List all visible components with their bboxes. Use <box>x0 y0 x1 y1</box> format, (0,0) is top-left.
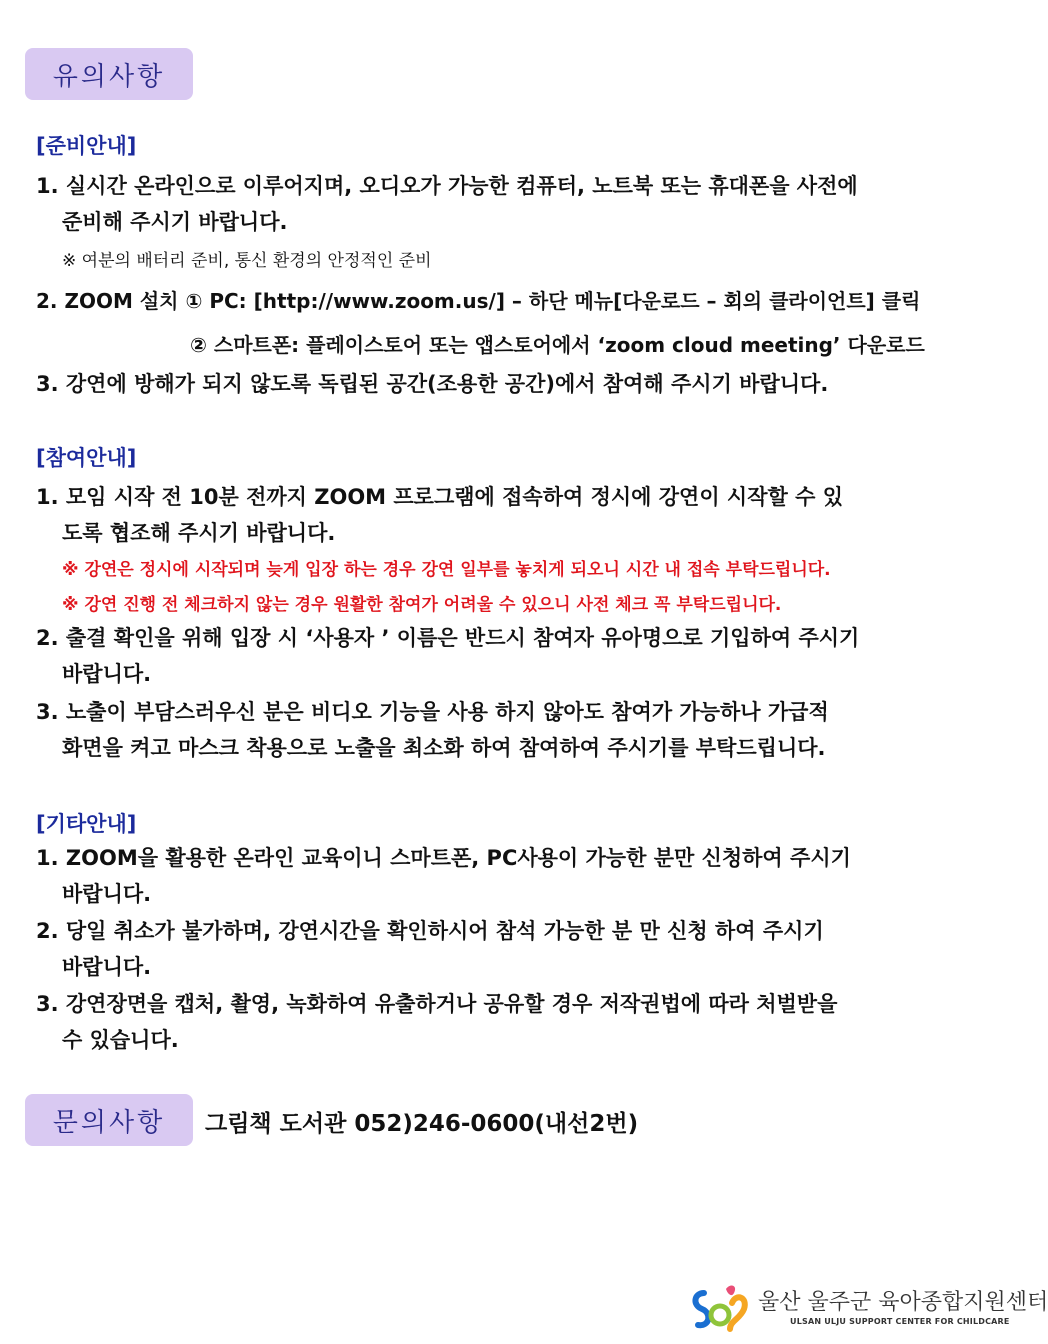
participation-item2-line2: 바랍니다. <box>62 662 152 686</box>
participation-item1-line1: 1. 모임 시작 전 10분 전까지 ZOOM 프로그램에 접속하여 정시에 강연이 시작할 수 있 <box>36 485 843 509</box>
inquiry-tag: 문의사항 <box>25 1094 193 1146</box>
center-logo <box>690 1283 1048 1335</box>
participation-warning2: ※ 강연 진행 전 체크하지 않는 경우 원활한 참여가 어려울 수 있으니 사전 체크 꼭 부탁드립니다. <box>62 595 782 615</box>
prep-item2-line1: 2. ZOOM 설치 ① PC: [http://www.zoom.us/] – 하단 메뉴[다운로드 – 회의 클라이언트] 클릭 <box>36 289 921 313</box>
other-item3-line1: 3. 강연장면을 캡처, 촬영, 녹화하여 유출하거나 공유할 경우 저작권법에 따라 처벌받을 <box>36 992 838 1016</box>
prep-item1-line1: 1. 실시간 온라인으로 이루어지며, 오디오가 가능한 컴퓨터, 노트북 또는 휴대폰을 사전에 <box>36 174 858 198</box>
other-item2-line1: 2. 당일 취소가 불가하며, 강연시간을 확인하시어 참석 가능한 분 만 신청 하여 주시기 <box>36 919 824 943</box>
notice-tag: 유의사항 <box>25 48 193 100</box>
prep-item2-line2: ② 스마트폰: 플레이스토어 또는 앱스토어에서 ‘zoom cloud meeting’ 다운로드 <box>190 333 925 357</box>
other-heading: [기타안내] <box>36 812 137 836</box>
contact-info: 그림책 도서관 052)246-0600(내선2번) <box>205 1111 639 1137</box>
other-item3-line2: 수 있습니다. <box>62 1028 179 1052</box>
participation-item3-line1: 3. 노출이 부담스러우신 분은 비디오 기능을 사용 하지 않아도 참여가 가능하나 가급적 <box>36 700 829 724</box>
prep-heading: [준비안내] <box>36 134 137 158</box>
participation-heading: [참여안내] <box>36 446 137 470</box>
other-item2-line2: 바랍니다. <box>62 955 152 979</box>
participation-item2-line1: 2. 출결 확인을 위해 입장 시 ‘사용자 ’ 이름은 반드시 참여자 유아명으로 기입하여 주시기 <box>36 626 860 650</box>
participation-item1-line2: 도록 협조해 주시기 바랍니다. <box>62 521 336 545</box>
prep-note1: ※ 여분의 배터리 준비, 통신 환경의 안정적인 준비 <box>62 251 432 271</box>
prep-item3: 3. 강연에 방해가 되지 않도록 독립된 공간(조용한 공간)에서 참여해 주시기 바랍니다. <box>36 372 829 396</box>
other-item1-line2: 바랍니다. <box>62 882 152 906</box>
participation-warning1: ※ 강연은 정시에 시작되며 늦게 입장 하는 경우 강연 일부를 놓치게 되오니 시간 내 접속 부탁드립니다. <box>62 560 831 580</box>
participation-item3-line2: 화면을 켜고 마스크 착용으로 노출을 최소화 하여 참여하여 주시기를 부탁드립니다. <box>62 736 826 760</box>
logo-name-english: ULSAN ULJU SUPPORT CENTER FOR CHILDCARE <box>790 1317 1010 1326</box>
logo-name-korean: 울산 울주군 육아종합지원센터 <box>758 1290 1048 1315</box>
logo-mark-icon <box>690 1283 752 1333</box>
other-item1-line1: 1. ZOOM을 활용한 온라인 교육이니 스마트폰, PC사용이 가능한 분만 신청하여 주시기 <box>36 846 851 870</box>
prep-item1-line2: 준비해 주시기 바랍니다. <box>62 210 288 234</box>
